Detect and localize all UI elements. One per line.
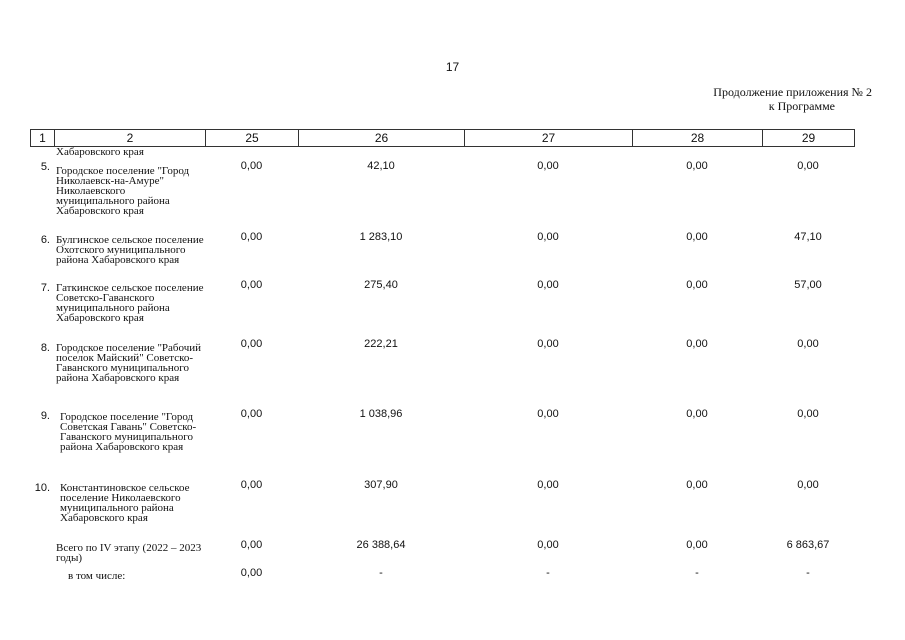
row-name: Булгинское сельское поселение Охотского муниципального района Хабаровского края <box>56 234 204 266</box>
row-name: Константиновское сельское поселение Николаевского муниципального района Хабаровского края <box>60 482 190 524</box>
column-number-header <box>30 129 855 147</box>
row-name: Всего по IV этапу (2022 – 2023 годы) <box>56 542 202 564</box>
cell-col-25: 0,00 <box>240 408 263 420</box>
appendix-continuation-note <box>713 85 872 113</box>
row-number: 8. <box>40 342 50 354</box>
cell-col-27: - <box>546 567 550 579</box>
cell-col-28: 0,00 <box>686 408 708 420</box>
cell-col-29: 0,00 <box>797 160 819 172</box>
row-number: 7. <box>40 282 50 294</box>
row-name: в том числе: <box>68 570 126 582</box>
cell-col-25: 0,00 <box>240 279 263 291</box>
cell-col-27: 0,00 <box>537 479 559 491</box>
cell-col-28: 0,00 <box>686 338 708 350</box>
header-col-25: 25 <box>206 130 299 147</box>
cell-col-29: - <box>806 567 810 579</box>
cell-col-29: 0,00 <box>797 408 819 420</box>
cell-col-26: 42,10 <box>367 160 395 172</box>
cell-col-27: 0,00 <box>537 279 559 291</box>
cell-col-28: 0,00 <box>686 160 708 172</box>
header-row <box>31 130 855 147</box>
cell-col-26: 1 283,10 <box>359 231 403 243</box>
cell-col-29: 57,00 <box>794 279 822 291</box>
row-number: 10. <box>34 482 50 494</box>
cell-col-28: - <box>695 567 699 579</box>
page-number: 17 <box>445 60 460 74</box>
cell-col-27: 0,00 <box>537 408 559 420</box>
row-number: 9. <box>40 410 50 422</box>
cell-col-29: 0,00 <box>797 338 819 350</box>
cell-col-25: 0,00 <box>240 160 263 172</box>
cell-col-27: 0,00 <box>537 160 559 172</box>
row-number: 5. <box>40 161 50 173</box>
cell-col-26: 275,40 <box>364 279 398 291</box>
cell-col-25: 0,00 <box>240 231 263 243</box>
cell-col-29: 6 863,67 <box>786 539 830 551</box>
carryover-text: Хабаровского края <box>56 146 144 158</box>
header-col-2: 2 <box>55 130 206 147</box>
row-name: Городское поселение "Город Николаевск-на-Амуре" Николаевского муниципального района Хабаровского края <box>56 165 190 217</box>
cell-col-28: 0,00 <box>686 539 708 551</box>
header-col-1: 1 <box>31 130 55 147</box>
header-col-29: 29 <box>763 130 855 147</box>
cell-col-25: 0,00 <box>240 338 263 350</box>
cell-col-25: 0,00 <box>240 479 263 491</box>
cell-col-26: 222,21 <box>364 338 398 350</box>
continuation-line-1: Продолжение приложения № 2 <box>713 85 872 99</box>
row-number: 6. <box>40 234 50 246</box>
row-name: Городское поселение "Город Советская Гавань" Советско-Гаванского муниципального района Хабаровского края <box>60 411 197 453</box>
cell-col-26: 307,90 <box>364 479 398 491</box>
cell-col-27: 0,00 <box>537 539 559 551</box>
cell-col-27: 0,00 <box>537 338 559 350</box>
cell-col-27: 0,00 <box>537 231 559 243</box>
row-name: Гаткинское сельское поселение Советско-Гаванского муниципального района Хабаровского края <box>56 282 204 324</box>
header-col-28: 28 <box>633 130 763 147</box>
cell-col-26: 1 038,96 <box>359 408 403 420</box>
row-name: Городское поселение "Рабочий поселок Майский" Советско-Гаванского муниципального района Хабаровского края <box>56 342 202 384</box>
cell-col-25: 0,00 <box>240 539 263 551</box>
header-col-26: 26 <box>299 130 465 147</box>
cell-col-25: 0,00 <box>240 567 263 579</box>
cell-col-29: 0,00 <box>797 479 819 491</box>
cell-col-29: 47,10 <box>794 231 822 243</box>
cell-col-28: 0,00 <box>686 479 708 491</box>
cell-col-26: - <box>379 567 383 579</box>
continuation-line-2: к Программе <box>768 99 835 113</box>
cell-col-26: 26 388,64 <box>356 539 406 551</box>
cell-col-28: 0,00 <box>686 279 708 291</box>
header-col-27: 27 <box>465 130 633 147</box>
cell-col-28: 0,00 <box>686 231 708 243</box>
